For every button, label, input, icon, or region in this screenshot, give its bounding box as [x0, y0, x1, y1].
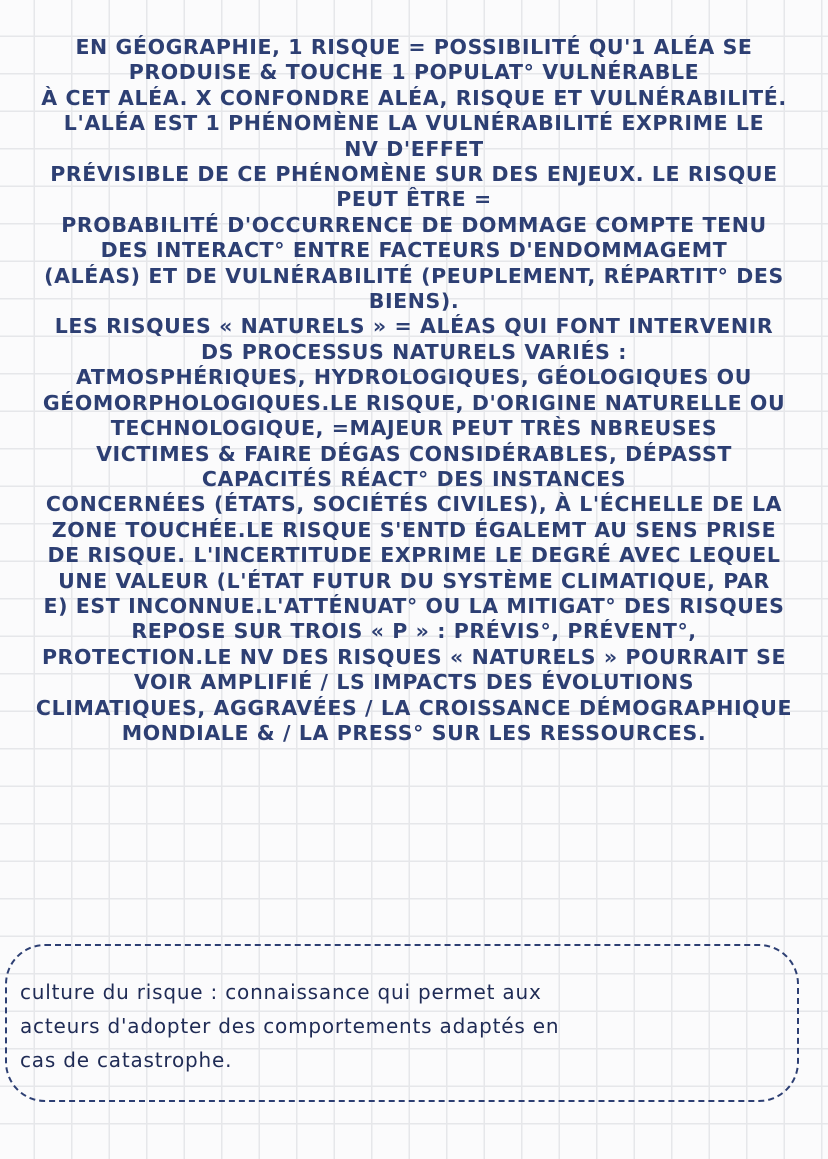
definition-line: acteurs d'adopter des comportements adaptés en: [20, 1014, 560, 1038]
note-line: NV D'EFFET: [344, 136, 484, 161]
note-line: UNE VALEUR (L'ÉTAT FUTUR DU SYSTÈME CLIMATIQUE, PAR: [58, 568, 770, 593]
note-line: REPOSE SUR TROIS « P » : PRÉVIS°, PRÉVENT°,: [131, 619, 697, 644]
note-line: ATMOSPHÉRIQUES, HYDROLOGIQUES, GÉOLOGIQUES OU: [76, 365, 752, 390]
note-line: PROTECTION.LE NV DES RISQUES « NATURELS » POURRAIT SE: [41, 644, 787, 669]
note-line: E) EST INCONNUE.L'ATTÉNUAT° OU LA MITIGAT° DES RISQUES: [43, 593, 785, 618]
note-line: DE RISQUE. L'INCERTITUDE EXPRIME LE DEGRÉ AVEC LEQUEL: [47, 543, 781, 568]
note-line: PRODUISE & TOUCHE 1 POPULAT° VULNÉRABLE: [128, 60, 700, 85]
note-line: LES RISQUES « NATURELS » = ALÉAS QUI FONT INTERVENIR: [54, 314, 774, 339]
note-line: CONCERNÉES (ÉTATS, SOCIÉTÉS CIVILES), À L'ÉCHELLE DE LA: [45, 492, 783, 517]
definition-line: cas de catastrophe.: [20, 1048, 233, 1072]
definition-line: culture du risque : connaissance qui permet aux: [20, 980, 542, 1004]
note-line: DS PROCESSUS NATURELS VARIÉS :: [200, 339, 628, 364]
note-line: TECHNOLOGIQUE, =MAJEUR PEUT TRÈS NBREUSES: [110, 416, 718, 441]
note-line: BIENS).: [368, 289, 460, 314]
note-line: VOIR AMPLIFIÉ / LS IMPACTS DES ÉVOLUTIONS: [133, 670, 695, 695]
note-line: À CET ALÉA. X CONFONDRE ALÉA, RISQUE ET VULNÉRABILITÉ.: [41, 85, 787, 110]
definition-text: [20, 975, 800, 1077]
note-line: PRÉVISIBLE DE CE PHÉNOMÈNE SUR DES ENJEUX. LE RISQUE: [50, 162, 778, 187]
note-line: GÉOMORPHOLOGIQUES.LE RISQUE, D'ORIGINE NATURELLE OU: [42, 390, 786, 415]
note-line: MONDIALE & / LA PRESS° SUR LES RESSOURCES.: [121, 720, 707, 745]
note-line: (ALÉAS) ET DE VULNÉRABILITÉ (PEUPLEMENT, RÉPARTIT° DES: [44, 263, 784, 288]
main-note-text: [0, 35, 828, 746]
note-line: PROBABILITÉ D'OCCURRENCE DE DOMMAGE COMPTE TENU: [61, 212, 767, 237]
note-line: PEUT ÊTRE =: [336, 187, 492, 212]
note-line: L'ALÉA EST 1 PHÉNOMÈNE LA VULNÉRABILITÉ EXPRIME LE: [63, 111, 765, 136]
note-line: VICTIMES & FAIRE DÉGAS CONSIDÉRABLES, DÉPASST: [96, 441, 732, 466]
note-line: ZONE TOUCHÉE.LE RISQUE S'ENTD ÉGALEMT AU SENS PRISE: [51, 517, 777, 542]
note-line: DES INTERACT° ENTRE FACTEURS D'ENDOMMAGEMT: [100, 238, 728, 263]
note-line: EN GÉOGRAPHIE, 1 RISQUE = POSSIBILITÉ QU'1 ALÉA SE: [75, 35, 753, 59]
note-line: CAPACITÉS RÉACT° DES INSTANCES: [201, 466, 627, 491]
note-line: CLIMATIQUES, AGGRAVÉES / LA CROISSANCE DÉMOGRAPHIQUE: [35, 695, 793, 720]
